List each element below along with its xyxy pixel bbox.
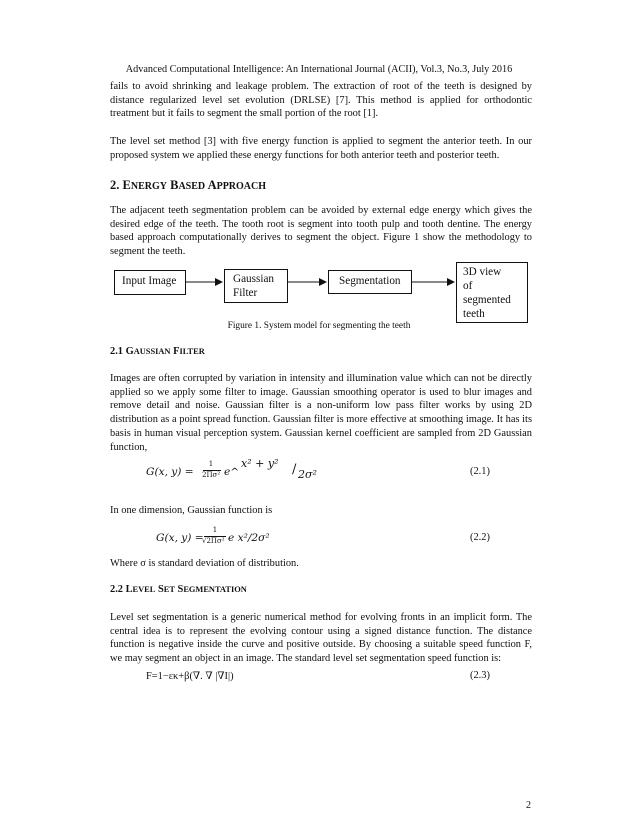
paragraph-level-set: Level set segmentation is a generic numerical method for evolving fronts in an implicit form. The central idea is to represent the evolving contour using a signed distance function. The distance function is negative inside the curve and positive outside. By choosing a suitable speed function F, we may segment an object in an image. The standard level set segmentation speed function is:	[110, 612, 532, 665]
section-heading-gaussian-filter: 2.1 GAUSSIAN FILTER	[110, 346, 205, 357]
paragraph-gaussian-filter: Images are often corrupted by variation in intensity and illumination value which can not be directly applied so we apply some filter to image. Gaussian smoothing operator is used to blur images and remove detail and noise. Gaussian filter is a non-uniform low pass filter works by using 2D distribution as a point spread function. Gaussian filter is more effective at smoothing image. It has its basis in human visual perception system. Gaussian kernel coefficient are sampled from 2D Gaussian function,	[110, 373, 532, 453]
figure-caption: Figure 1. System model for segmenting the teeth	[227, 321, 411, 331]
equation-2-3: F=1−εκ+β(∇. ∇ |∇I|) (2.3)	[146, 670, 490, 682]
paragraph-intro-2: The level set method [3] with five energy function is applied to segment the anterior teeth. In our proposed system we applied these energy functions for both anterior teeth and posterior teeth.	[110, 136, 532, 161]
box-segmentation: Segmentation	[328, 270, 412, 294]
paragraph-intro-1: fails to avoid shrinking and leakage problem. The extraction of root of the teeth is designed by distance regularized level set evolution (DRLSE) [7]. This method is applied for orthodontic treatment but it fails to segment the small portion of the root [1].	[110, 81, 532, 120]
equation-2-2: G(x, y) = 1 √2Πσ² e x²/2σ² (2.2)	[156, 526, 490, 545]
box-3d-view: 3D view of segmented teeth	[456, 262, 528, 323]
box-input-image: Input Image	[114, 270, 186, 295]
equation-2-1: G(x, y) = 1 2Πσ² e^ x² + y² / 2σ² (2.1)	[146, 457, 490, 481]
section-heading-energy-based-approach: 2. ENERGY BASED APPROACH	[110, 178, 267, 192]
box-gaussian-filter: Gaussian Filter	[224, 269, 288, 303]
paragraph-one-dimension: In one dimension, Gaussian function is	[110, 505, 273, 516]
section-heading-level-set-segmentation: 2.2 LEVEL SET SEGMENTATION	[110, 584, 247, 595]
paragraph-energy-approach: The adjacent teeth segmentation problem can be avoided by external edge energy which gives the desired edge of the teeth. The tooth root is segment into tooth pulp and tooth dentine. The energy based approach computationally derives to segment the object. Figure 1 show the methodology to segment the teeth.	[110, 205, 532, 258]
paragraph-sigma-definition: Where σ is standard deviation of distribution.	[110, 558, 299, 569]
journal-header: Advanced Computational Intelligence: An International Journal (ACII), Vol.3, No.3, July 2016	[125, 64, 513, 75]
page-number: 2	[526, 800, 531, 811]
